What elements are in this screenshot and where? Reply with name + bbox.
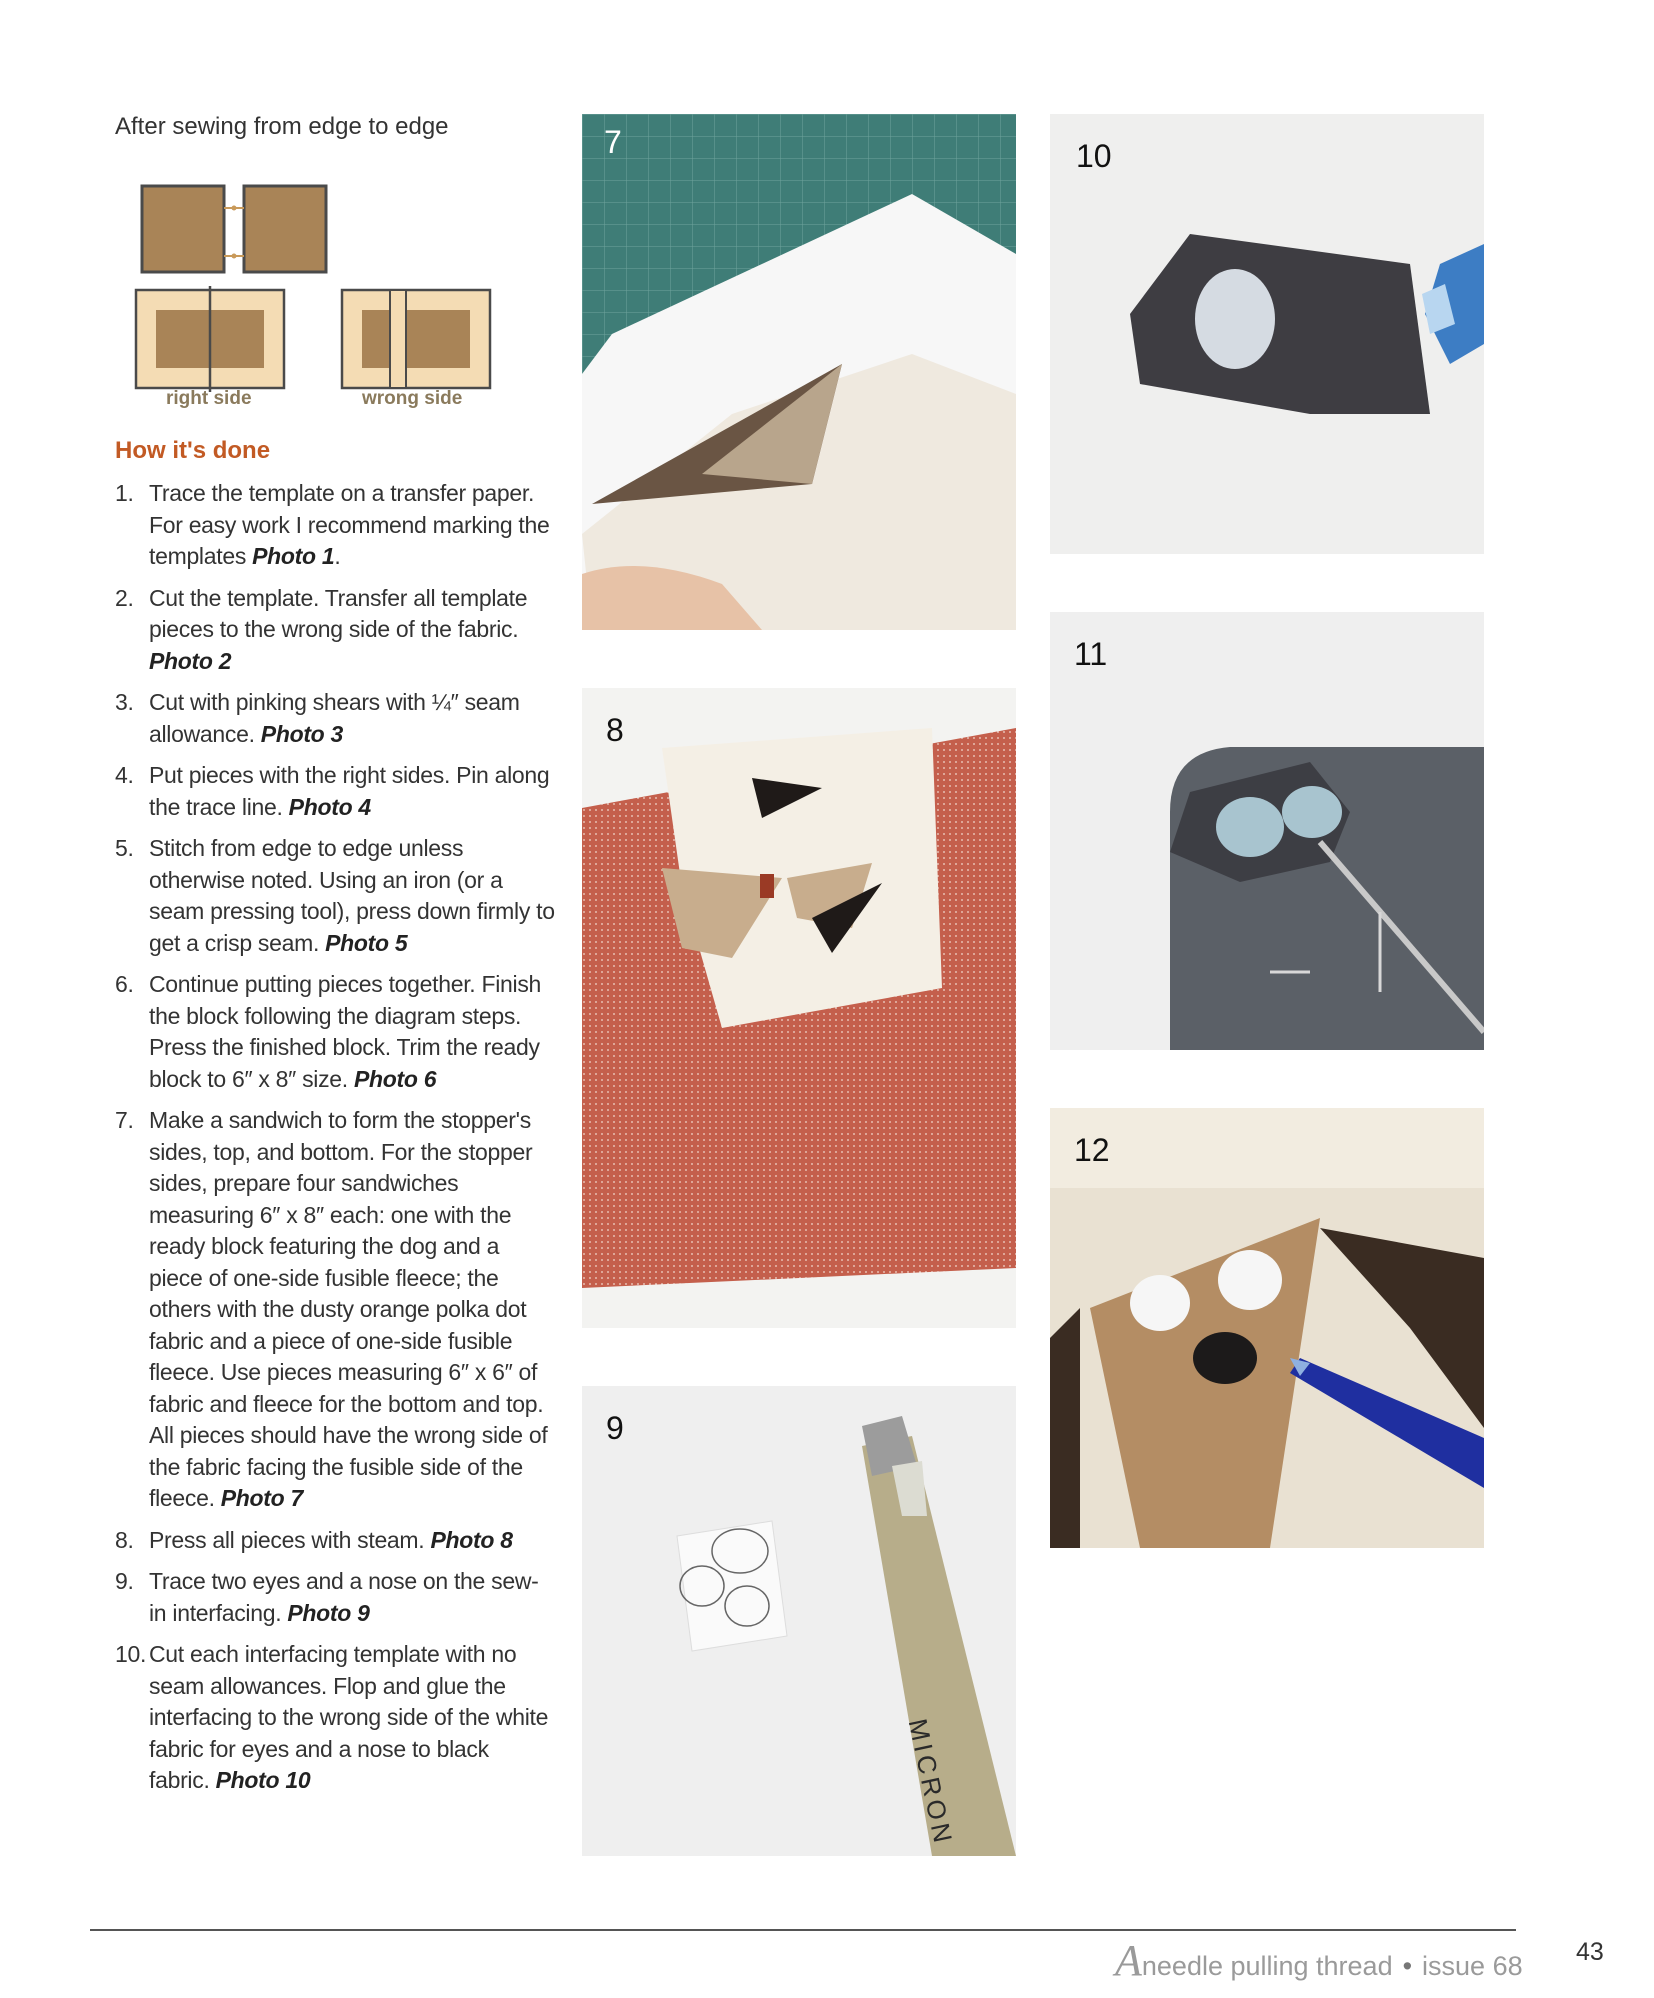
brand-name: needle pulling thread bbox=[1141, 1951, 1393, 1981]
list-item: 8. Press all pieces with steam. Photo 8 bbox=[115, 1526, 513, 1553]
list-item: 6. Continue putting pieces together. Finish the block following the diagram steps. Press the finished block. Trim the ready block to 6″ x 8″ size. Photo 6 bbox=[115, 971, 542, 1092]
sewing-diagram-illustration bbox=[130, 178, 500, 423]
right-side-label: right side bbox=[166, 388, 252, 409]
brand-initial: A bbox=[1115, 1936, 1142, 1985]
section-title: How it's done bbox=[115, 437, 271, 464]
photo-9-number: 9 bbox=[606, 1410, 624, 1446]
list-item: 7. Make a sandwich to form the stopper's sides, top, and bottom. For the stopper sides, prepare four sandwiches measuring 6″ x 8″ each: one with the ready block featuring the dog and a piece of one-side fusible fleece; the others with the dusty orange polka dot fabric and a piece of one-side fusible fleece. Use pieces measuring 6″ x 6″ of fabric and fleece for the bottom and top. All pieces should have the wrong side of the fabric facing the fusible side of the fleece. Photo 7 bbox=[115, 1107, 548, 1511]
photo-12-number: 12 bbox=[1074, 1132, 1110, 1168]
list-item: 1. Trace the template on a transfer paper. For easy work I recommend marking the templates Photo 1. bbox=[115, 480, 550, 569]
wrong-side-label: wrong side bbox=[362, 388, 463, 409]
pen-brand-text: MICRON bbox=[902, 1716, 959, 1849]
footer bbox=[1115, 1935, 1523, 1986]
issue-number: issue 68 bbox=[1422, 1951, 1523, 1981]
photo-8-number: 8 bbox=[606, 712, 624, 748]
steps-list bbox=[115, 478, 555, 1807]
list-item: 5. Stitch from edge to edge unless otherwise noted. Using an iron (or a seam pressing tool), press down firmly to get a crisp seam. Photo 5 bbox=[115, 835, 555, 956]
photo-11 bbox=[1050, 612, 1484, 1050]
footer-separator: • bbox=[1402, 1951, 1413, 1981]
intro-text: After sewing from edge to edge bbox=[115, 113, 449, 140]
footer-divider bbox=[90, 1929, 1516, 1931]
list-item: 3. Cut with pinking shears with ¼″ seam allowance. Photo 3 bbox=[115, 689, 520, 747]
list-item: 2. Cut the template. Transfer all template pieces to the wrong side of the fabric. Photo 2 bbox=[115, 584, 528, 674]
photo-9 bbox=[582, 1386, 1016, 1856]
list-item: 9. Trace two eyes and a nose on the sew-in interfacing. Photo 9 bbox=[115, 1568, 539, 1626]
photo-10-number: 10 bbox=[1076, 138, 1112, 174]
photo-10 bbox=[1050, 114, 1484, 554]
page-number: 43 bbox=[1576, 1938, 1604, 1966]
photo-7 bbox=[582, 114, 1016, 630]
list-item: 4. Put pieces with the right sides. Pin along the trace line. Photo 4 bbox=[115, 762, 550, 820]
sewing-diagram bbox=[130, 178, 500, 423]
photo-12 bbox=[1050, 1108, 1484, 1548]
photo-11-number: 11 bbox=[1074, 636, 1108, 672]
photo-7-number: 7 bbox=[604, 124, 622, 160]
photo-8 bbox=[582, 688, 1016, 1328]
list-item: 10. Cut each interfacing template with no seam allowances. Flop and glue the interfacing to the wrong side of the white fabric for eyes and a nose to black fabric. Photo 10 bbox=[115, 1641, 549, 1793]
